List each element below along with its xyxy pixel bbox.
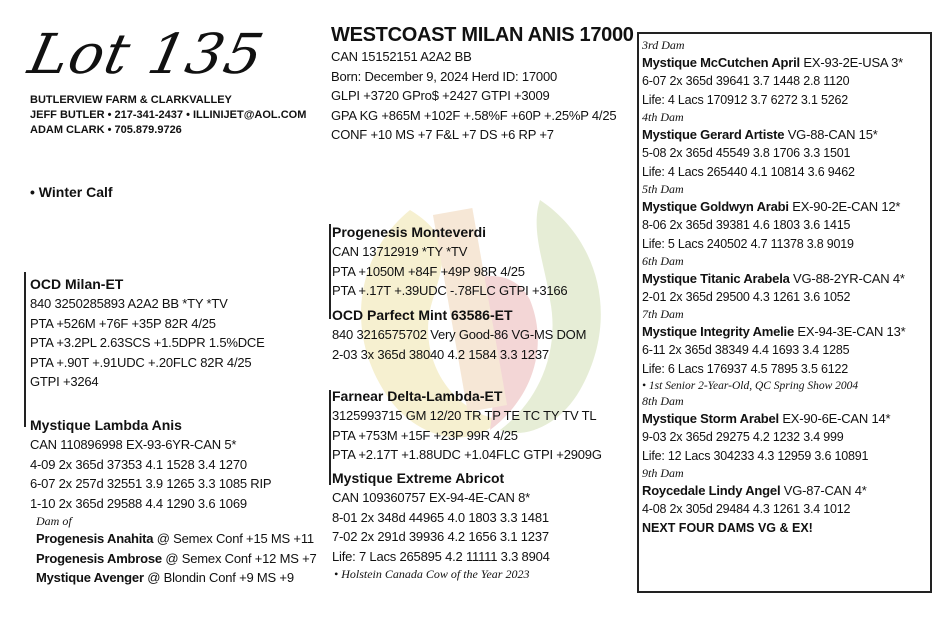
ancestor-dam-record: 9-03 2x 365d 29275 4.2 1232 3.4 999 [642,430,844,444]
ancestor-dam-name: Mystique McCutchen April [642,55,800,70]
ancestor-dam-classification: EX-90-6E-CAN 14* [778,411,891,426]
ancestor-dam-name-row [642,53,905,72]
sire-dam-info-line: 2-03 3x 365d 38040 4.2 1584 3.3 1237 [332,346,549,362]
dam-dam-name: Mystique Extreme Abricot [332,470,505,486]
ancestor-dam-record: 2-01 2x 365d 29500 4.3 1261 3.6 1052 [642,290,851,304]
ancestor-dam-name-row [642,481,905,500]
dam-dam-info-line: Life: 7 Lacs 265895 4.2 11111 3.3 8904 [332,548,550,564]
sire-sire-block [332,222,567,301]
ancestor-dam-record: Life: 5 Lacs 240502 4.7 11378 3.8 9019 [642,237,854,251]
ancestor-dam-name-row [642,409,905,428]
animal-info-line: CAN 15152151 A2A2 BB [331,49,472,64]
sire-dam-name: OCD Parfect Mint 63586-ET [332,307,513,323]
dam-sire-name: Farnear Delta-Lambda-ET [332,388,503,404]
ancestor-dam-name-row [642,125,905,144]
ancestor-dam-name-row [642,322,905,341]
ancestor-dam-record: Life: 4 Lacs 265440 4.1 10814 3.6 9462 [642,165,855,179]
dam-info-line: 1-10 2x 365d 29588 4.4 1290 3.6 1069 [30,495,247,511]
sire-sire-bracket [329,224,331,319]
dam-name: Mystique Lambda Anis [30,417,182,433]
sire-sire-info [332,242,567,301]
dam-info [30,435,317,513]
animal-info-line: GPA KG +865M +102F +.58%F +60P +.25%P 4/25 [331,107,617,123]
dam-dam-block [332,468,550,582]
animal-name: WESTCOAST MILAN ANIS 17000 [331,24,634,46]
sire-info-line: PTA +.90T +.91UDC +.20FLC 82R 4/25 [30,354,252,370]
footer-note: NEXT FOUR DAMS VG & EX! [642,521,813,535]
dam-of-label: Dam of [36,514,72,528]
ancestor-dam-classification: VG-88-2YR-CAN 4* [789,271,905,286]
ancestor-dam [642,38,905,110]
sire-sire-info-line: PTA +.17T +.39UDC -.78FLC GTPI +3166 [332,283,568,298]
dam-sire-info [332,406,602,465]
dam-generation-label: 5th Dam [642,182,684,196]
lot-number-logo: Lot 135 [23,21,270,87]
sire-sire-info-line: CAN 13712919 *TY *TV [332,244,468,259]
sire-info-line: GTPI +3264 [30,374,99,389]
sire-sire-name: Progenesis Monteverdi [332,224,487,240]
dam-sire-block [332,386,602,465]
offspring-row [36,568,317,588]
ancestor-dam-classification: EX-90-2E-CAN 12* [788,199,901,214]
sire-name: OCD Milan-ET [30,276,124,292]
dam-sire-info-line: PTA +2.17T +1.88UDC +1.04FLC GTPI +2909G [332,447,602,462]
ancestor-dam-name: Mystique Gerard Artiste [642,127,785,142]
dam-generation-label: 8th Dam [642,394,684,408]
dam-sire-bracket [329,390,331,485]
ancestor-dam-record: 6-11 2x 365d 38349 4.4 1693 3.4 1285 [642,343,850,357]
dam-sire-info-line: PTA +753M +15F +23P 99R 4/25 [332,427,518,443]
ancestor-dam-classification: VG-87-CAN 4* [780,483,867,498]
ancestor-dam-record: Life: 12 Lacs 304233 4.3 12959 3.6 10891 [642,449,869,463]
sire-info-line: PTA +526M +76F +35P 82R 4/25 [30,315,216,331]
dam-generation-label: 9th Dam [642,466,684,480]
sire-dam-info [332,325,586,364]
farm-names: BUTLERVIEW FARM & CLARKVALLEY [30,94,232,106]
offspring-proof: @ Blondin Conf +9 MS +9 [143,570,294,585]
contact-jeff: JEFF BUTLER • 217-341-2437 • ILLINIJET@AOL.COM [30,109,307,121]
ancestor-dam-record: 6-07 2x 365d 39641 3.7 1448 2.8 1120 [642,74,850,88]
sire-dam-info-line: 840 3216575702 Very Good-86 VG-MS DOM [332,327,587,342]
sire-block [30,274,265,392]
sire-info [30,294,265,392]
offspring-name: Progenesis Ambrose [36,550,162,566]
dam-dam-info-line: CAN 109360757 EX-94-4E-CAN 8* [332,490,530,505]
sire-sire-info-line: PTA +1050M +84F +49P 98R 4/25 [332,263,525,279]
farm-info [30,93,306,138]
dam-offspring-list [36,529,317,588]
animal-info-line: Born: December 9, 2024 Herd ID: 17000 [331,68,558,84]
ancestor-dam-record: Life: 4 Lacs 170912 3.7 6272 3.1 5262 [642,93,848,107]
ancestor-dam-classification: VG-88-CAN 15* [784,127,878,142]
dam-generation-label: 7th Dam [642,307,684,321]
sire-info-line: PTA +3.2PL 2.63SCS +1.5DPR 1.5%DCE [30,335,265,350]
ancestor-dam-record: 8-06 2x 365d 39381 4.6 1803 3.6 1415 [642,218,851,232]
animal-info-line: CONF +10 MS +7 F&L +7 DS +6 RP +7 [331,127,554,142]
ancestor-dam [642,394,905,466]
offspring-row [36,529,317,549]
dam-info-line: 4-09 2x 365d 37353 4.1 1528 3.4 1270 [30,456,247,472]
ancestor-dam-record: 5-08 2x 365d 45549 3.8 1706 3.3 1501 [642,146,851,160]
offspring-proof: @ Semex Conf +12 MS +7 [161,550,317,566]
ancestor-dam-record: Life: 6 Lacs 176937 4.5 7895 3.5 6122 [642,362,848,376]
ancestor-dam-name: Mystique Storm Arabel [642,411,779,426]
dam-sire-info-line: 3125993715 GM 12/20 TR TP TE TC TY TV TL [332,408,597,423]
ancestor-dam-name-row [642,197,905,216]
animal-block [331,24,634,145]
contact-adam: ADAM CLARK • 705.879.9726 [30,124,182,136]
sire-info-line: 840 3250285893 A2A2 BB *TY *TV [30,296,228,311]
offspring-proof: @ Semex Conf +15 MS +11 [153,531,314,546]
offspring-row [36,549,317,569]
dam-dam-info [332,488,550,566]
ancestor-dam [642,182,905,254]
female-line [642,38,905,537]
ancestor-dam [642,307,905,394]
ancestor-dam-name: Mystique Titanic Arabela [642,271,790,286]
sire-dam-block [332,305,586,364]
ancestor-dam-classification: EX-93-2E-USA 3* [799,55,903,70]
ancestor-dam [642,110,905,182]
offspring-name: Mystique Avenger [36,570,144,585]
dam-info-line: 6-07 2x 257d 32551 3.9 1265 3.3 1085 RIP [30,476,272,491]
sire-bracket [24,272,26,427]
animal-info [331,47,634,145]
ancestor-dam [642,466,905,519]
dam-generation-label: 4th Dam [642,110,684,124]
dam-dam-info-line: 7-02 2x 291d 39936 4.2 1656 3.1 1237 [332,529,549,544]
ancestor-dam-note: • 1st Senior 2-Year-Old, QC Spring Show 2004 [642,380,859,392]
ancestor-dams-list [642,38,905,519]
animal-info-line: GLPI +3720 GPro$ +2427 GTPI +3009 [331,88,550,103]
ancestor-dam-name: Mystique Goldwyn Arabi [642,199,789,214]
ancestor-dam-name: Mystique Integrity Amelie [642,324,794,339]
ancestor-dam-record: 4-08 2x 305d 29484 4.3 1261 3.4 1012 [642,502,851,516]
dam-dam-note: • Holstein Canada Cow of the Year 2023 [334,567,530,581]
ancestor-dam-classification: EX-94-3E-CAN 13* [794,324,906,339]
dam-generation-label: 6th Dam [642,254,684,268]
offspring-name: Progenesis Anahita [36,531,154,546]
dam-info-line: CAN 110896998 EX-93-6YR-CAN 5* [30,437,237,452]
ancestor-dam-name: Roycedale Lindy Angel [642,483,781,498]
dam-block [30,415,317,588]
dam-generation-label: 3rd Dam [642,38,685,52]
ancestor-dam-name-row [642,269,905,288]
calf-type: • Winter Calf [30,184,113,200]
dam-dam-info-line: 8-01 2x 348d 44965 4.0 1803 3.3 1481 [332,509,549,525]
ancestor-dam [642,254,905,307]
